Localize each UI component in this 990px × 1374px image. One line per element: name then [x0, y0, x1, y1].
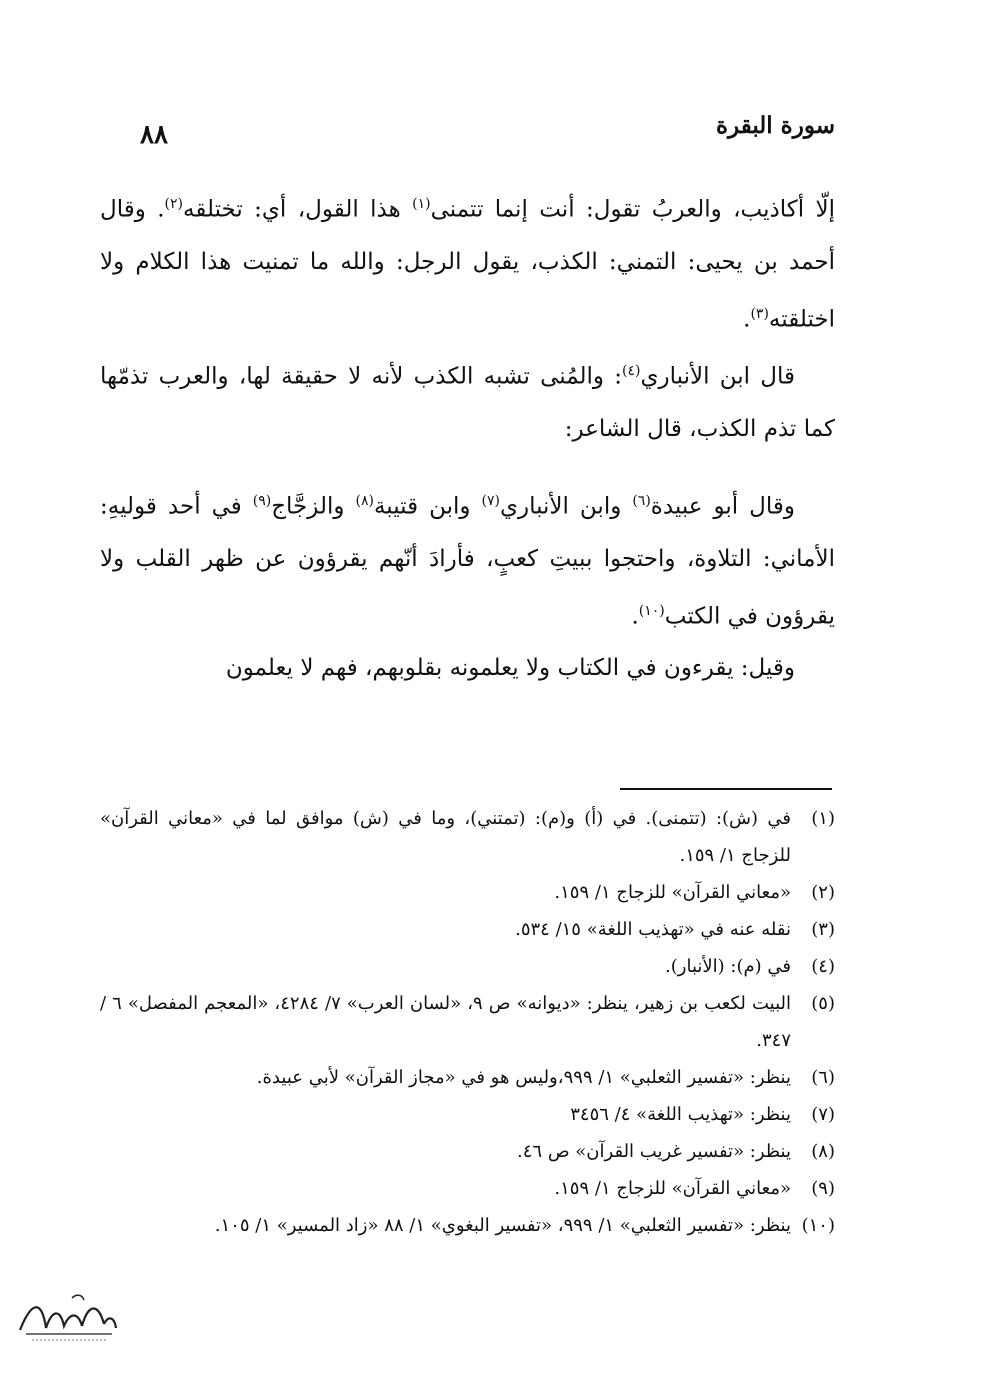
footnote-text: في (ش): (تتمنى). في (أ) و(م): (تمتني)، وما في (ش) موافق لما في «معاني القرآن» للزجاج ١/ ١٥٩. — [100, 808, 791, 866]
footnote-ref-6: (٦) — [632, 492, 651, 509]
footnote-ref-2: (٢) — [164, 196, 183, 212]
footnote-number: (٥) — [811, 993, 835, 1014]
footnotes — [100, 800, 835, 1244]
footnote-9 — [100, 1170, 835, 1207]
footnote-number: (١٠) — [801, 1215, 835, 1236]
text-run: . — [631, 603, 639, 630]
footnote-7 — [100, 1096, 835, 1133]
footnote-number: (٦) — [811, 1067, 835, 1088]
footnote-ref-1: (١) — [412, 196, 431, 212]
text-run: . — [743, 306, 751, 333]
text-run: وابن الأنباري — [499, 493, 633, 520]
footnote-text: البيت لكعب بن زهير، ينظر: «ديوانه» ص ٩، «لسان العرب» ٧/ ٤٢٨٤، «المعجم المفصل» ٦ / ٣٤٧. — [100, 993, 791, 1051]
footnote-ref-3: (٣) — [750, 305, 769, 322]
text-run: وقال أبو عبيدة — [650, 493, 795, 520]
footnote-number: (٣) — [811, 919, 835, 940]
footnote-number: (٧) — [811, 1104, 835, 1125]
footnote-number: (٢) — [811, 882, 835, 903]
footnote-text: ينظر: «تفسير الثعلبي» ١/ ٩٩٩،وليس هو في «مجاز القرآن» لأبي عبيدة. — [256, 1067, 791, 1088]
body-text — [100, 178, 835, 694]
footnote-number: (٩) — [811, 1178, 835, 1199]
footnote-text: ينظر: «تفسير الثعلبي» ١/ ٩٩٩، «تفسير البغوي» ١/ ٨٨ «زاد المسير» ١/ ١٠٥. — [214, 1215, 791, 1236]
footnote-6 — [100, 1059, 835, 1096]
footnote-text: «معاني القرآن» للزجاج ١/ ١٥٩. — [554, 882, 791, 903]
footnote-ref-9: (٩) — [252, 492, 272, 509]
surah-title: سورة البقرة — [715, 112, 835, 139]
text-run: إلّا أكاذيب، والعربُ تقول: أنت إنما تتمنى — [430, 196, 835, 223]
footnote-number: (١) — [811, 808, 835, 829]
text-run: في أحد قوليهِ: الأماني: التلاوة، واحتجوا ببيتِ كعبٍ، فأرادَ أنّهم يقرؤون عن ظهر القلب ولا يقرؤون في الكتب — [100, 493, 835, 630]
paragraph-4: وقيل: يقرءون في الكتاب ولا يعلمونه بقلوبهم، فهم لا يعلمون — [225, 655, 795, 682]
footnote-ref-7: (٧) — [481, 492, 500, 509]
footnote-number: (٨) — [811, 1141, 835, 1162]
footnote-text: ينظر: «تفسير غريب القرآن» ص ٤٦. — [517, 1141, 791, 1162]
footnote-4 — [100, 948, 835, 985]
text-run: والزجَّاج — [271, 493, 356, 520]
page-number: ٨٨ — [140, 120, 168, 150]
footnote-text: «معاني القرآن» للزجاج ١/ ١٥٩. — [554, 1178, 791, 1199]
footnote-1 — [100, 800, 835, 874]
text-run: : والمُنى تشبه الكذب لأنه لا حقيقة لها، والعرب تذمّها كما تذم الكذب، قال الشاعر: — [100, 363, 835, 442]
footnote-text: في (م): (الأنبار). — [665, 956, 791, 977]
footnote-separator — [620, 788, 832, 790]
footnote-ref-4: (٤) — [622, 363, 641, 380]
footnote-10 — [100, 1207, 835, 1244]
footnote-text: نقله عنه في «تهذيب اللغة» ١٥/ ٥٣٤. — [515, 919, 791, 940]
footnote-5 — [100, 985, 835, 1059]
page-header — [140, 112, 835, 152]
text-run: . وقال أحمد بن يحيى: التمني: الكذب، يقول الرجل: والله ما تمنيت هذا الكلام ولا اختلقته — [100, 196, 835, 333]
text-run: وابن قتيبة — [373, 493, 482, 520]
text-run: قال ابن الأنباري — [640, 363, 795, 390]
footnote-ref-10: (١٠) — [638, 602, 665, 619]
footnote-ref-8: (٨) — [355, 492, 374, 509]
paragraph-3 — [100, 475, 835, 642]
paragraph-1 — [100, 178, 835, 345]
paragraph-2 — [100, 345, 835, 455]
footnote-3 — [100, 911, 835, 948]
footnote-number: (٤) — [811, 956, 835, 977]
footnote-text: ينظر: «تهذيب اللغة» ٤/ ٣٤٥٦ — [570, 1104, 791, 1125]
text-run: هذا القول، أي: تختلقه — [183, 196, 413, 223]
footnote-2 — [100, 874, 835, 911]
publisher-stamp-logo — [12, 1290, 122, 1346]
stamp-calligraphy-icon — [12, 1290, 122, 1346]
footnote-8 — [100, 1133, 835, 1170]
